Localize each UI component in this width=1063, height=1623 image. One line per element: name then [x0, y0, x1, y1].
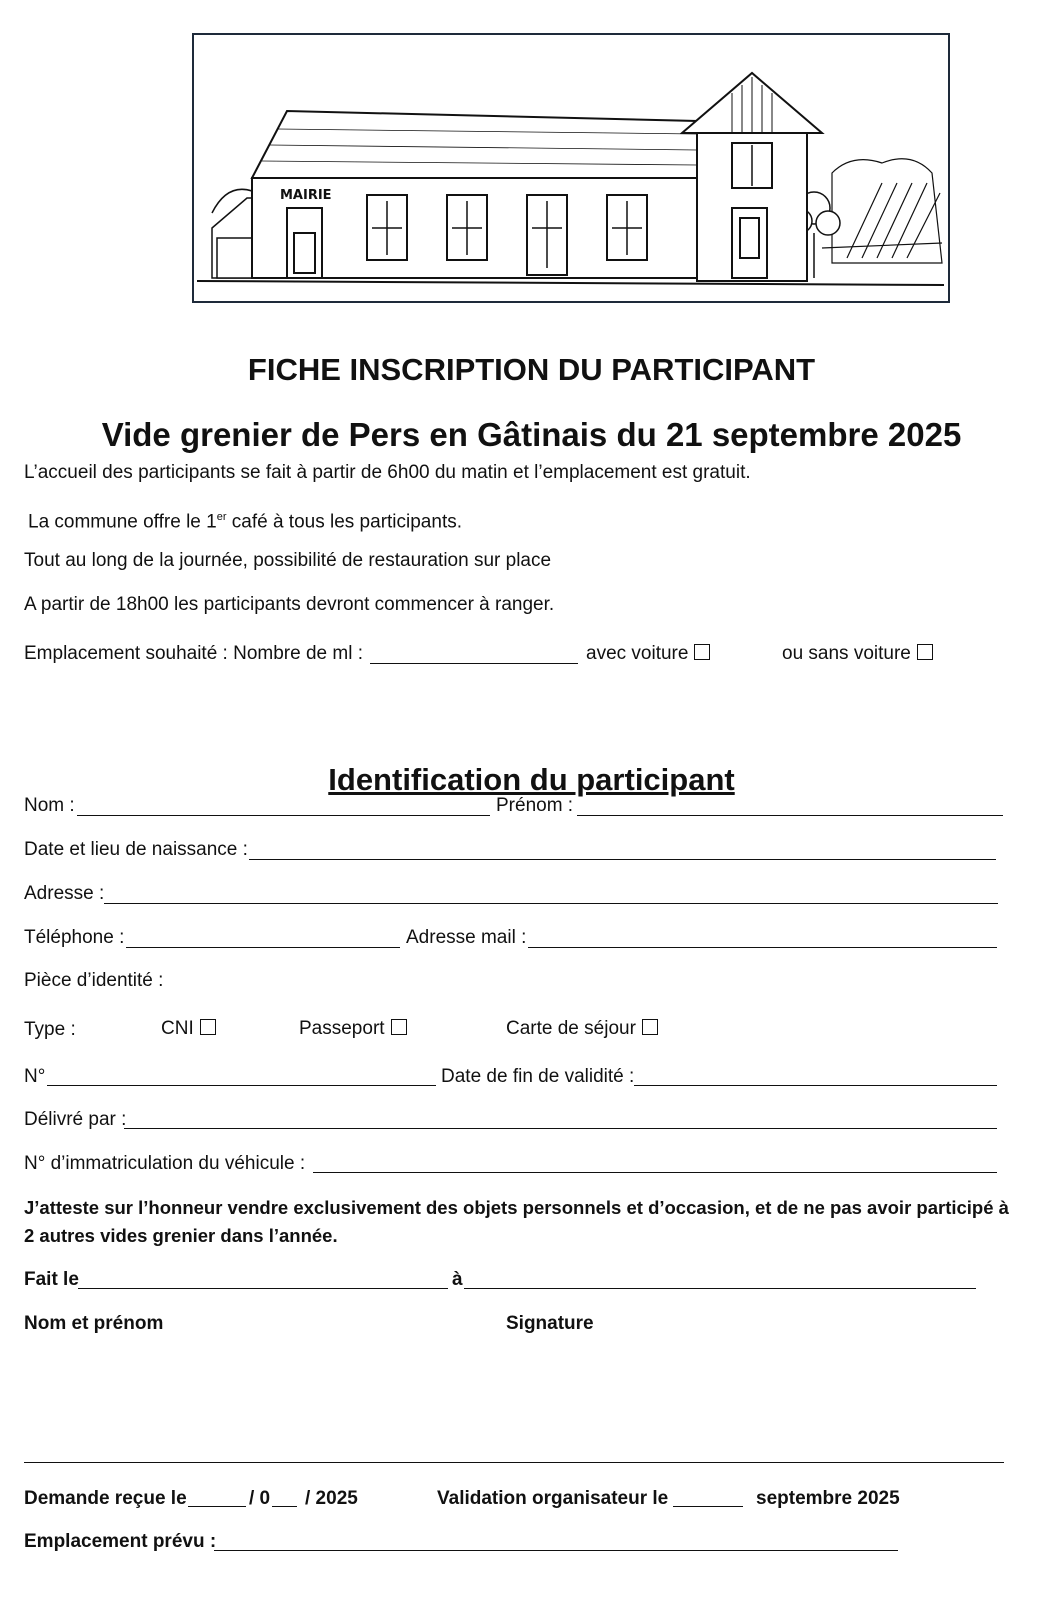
adresse-field[interactable]: [104, 903, 998, 904]
demande-label: Demande reçue le: [24, 1488, 187, 1509]
with-car-checkbox[interactable]: [694, 644, 710, 660]
town-hall-illustration: [192, 33, 950, 303]
piece-label: Pièce d’identité :: [24, 970, 164, 991]
page-title: FICHE INSCRIPTION DU PARTICIPANT: [247, 352, 816, 387]
ml-input-line[interactable]: [370, 663, 578, 664]
without-car-checkbox[interactable]: [917, 644, 933, 660]
type-label: Type :: [24, 1019, 76, 1040]
immat-label: N° d’immatriculation du véhicule :: [24, 1153, 306, 1174]
passeport-checkbox[interactable]: [391, 1019, 407, 1035]
with-car-option[interactable]: avec voiture: [586, 642, 710, 666]
nom-field[interactable]: [77, 815, 490, 816]
validation-label: Validation organisateur le: [437, 1488, 669, 1509]
a-label: à: [452, 1269, 463, 1290]
validite-label: Date de fin de validité :: [441, 1066, 635, 1087]
telephone-label: Téléphone :: [24, 927, 125, 948]
delivre-label: Délivré par :: [24, 1109, 127, 1130]
identification-heading: Identification du participant: [328, 762, 735, 797]
fait-le-field[interactable]: [78, 1288, 448, 1289]
numero-field[interactable]: [47, 1085, 436, 1086]
emplacement-label: Emplacement souhaité : Nombre de ml :: [24, 643, 363, 664]
cni-checkbox[interactable]: [200, 1019, 216, 1035]
mail-label: Adresse mail :: [406, 927, 527, 948]
sejour-option[interactable]: Carte de séjour: [506, 1017, 658, 1041]
emplacement-prevu-field[interactable]: [214, 1550, 898, 1551]
numero-label: N°: [24, 1066, 46, 1087]
naissance-label: Date et lieu de naissance :: [24, 839, 248, 860]
validation-day-field[interactable]: [673, 1506, 743, 1507]
mail-field[interactable]: [528, 947, 997, 948]
sejour-checkbox[interactable]: [642, 1019, 658, 1035]
a-field[interactable]: [464, 1288, 976, 1289]
intro-line-3: Tout au long de la journée, possibilité de restauration sur place: [24, 550, 552, 571]
telephone-field[interactable]: [126, 947, 400, 948]
attestation-line-1: J’atteste sur l’honneur vendre exclusivement des objets personnels et d’occasion, et de ne pas avoir participé à: [24, 1197, 1009, 1218]
without-car-option[interactable]: ou sans voiture: [782, 642, 933, 666]
demande-year: / 2025: [305, 1488, 358, 1509]
prenom-field[interactable]: [577, 815, 1003, 816]
intro-line-2: La commune offre le 1er café à tous les participants.: [28, 511, 462, 533]
demande-month-prefix: / 0: [249, 1488, 271, 1509]
passeport-option[interactable]: Passeport: [299, 1017, 407, 1041]
demande-month-field[interactable]: [272, 1506, 297, 1507]
prenom-label: Prénom :: [496, 795, 574, 816]
adresse-label: Adresse :: [24, 883, 105, 904]
delivre-field[interactable]: [124, 1128, 997, 1129]
intro-line-1: L’accueil des participants se fait à partir de 6h00 du matin et l’emplacement est gratuit.: [24, 462, 751, 483]
fait-le-label: Fait le: [24, 1269, 79, 1290]
intro-line-4: A partir de 18h00 les participants devront commencer à ranger.: [24, 594, 555, 615]
immat-field[interactable]: [313, 1172, 997, 1173]
validite-field[interactable]: [634, 1085, 997, 1086]
mairie-sign: MAIRIE: [280, 188, 332, 203]
signature-label: Signature: [506, 1313, 594, 1334]
attestation-line-2: 2 autres vides grenier dans l’année.: [24, 1225, 338, 1246]
cni-option[interactable]: CNI: [161, 1017, 216, 1041]
nom-label: Nom :: [24, 795, 75, 816]
footer-separator: [24, 1462, 1004, 1463]
town-hall-drawing: [192, 33, 950, 303]
naissance-field[interactable]: [249, 859, 996, 860]
validation-month: septembre 2025: [756, 1488, 900, 1509]
emplacement-prevu-label: Emplacement prévu :: [24, 1531, 217, 1552]
demande-day-field[interactable]: [188, 1506, 246, 1507]
event-title: Vide grenier de Pers en Gâtinais du 21 septembre 2025: [101, 416, 962, 453]
nom-prenom-label: Nom et prénom: [24, 1313, 164, 1334]
